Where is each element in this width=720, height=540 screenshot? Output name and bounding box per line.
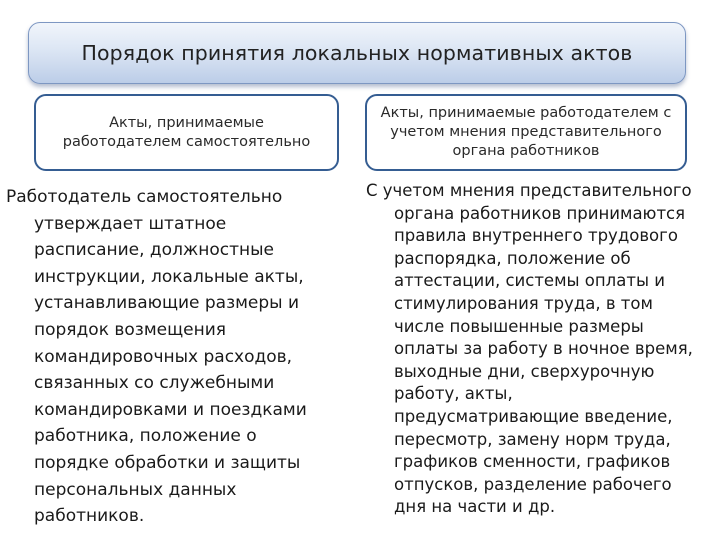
left-description: Работодатель самостоятельно утверждает штатное расписание, должностные инструкции, локальные акты, устанавливающие размеры и порядок возмещения командировочных расходов, связанных со служебными командировками и поездками работника, положение о порядке обработки и защиты персональных данных работников. — [6, 187, 307, 527]
left-category-box — [34, 94, 339, 171]
right-description: С учетом мнения представительного органа работников принимаются правила внутреннего трудового распорядка, положение об аттестации, системы оплаты и стимулирования труда, в том числе повышенные размеры оплаты за работу в ночное время, выходные дни, сверхурочную работу, акты, предусматривающие введение, пересмотр, замену норм труда, графиков сменности, графиков отпусков, разделение рабочего дня на части и др. — [366, 181, 693, 517]
right-category-box — [365, 94, 687, 171]
right-category-label: Акты, принимаемые работодателем с учетом мнения представительного органа работников — [380, 105, 672, 159]
left-category-label: Акты, принимаемые работодателем самостоятельно — [62, 114, 311, 150]
diagram-title: Порядок принятия локальных нормативных актов — [81, 41, 633, 65]
title-box — [28, 22, 686, 84]
